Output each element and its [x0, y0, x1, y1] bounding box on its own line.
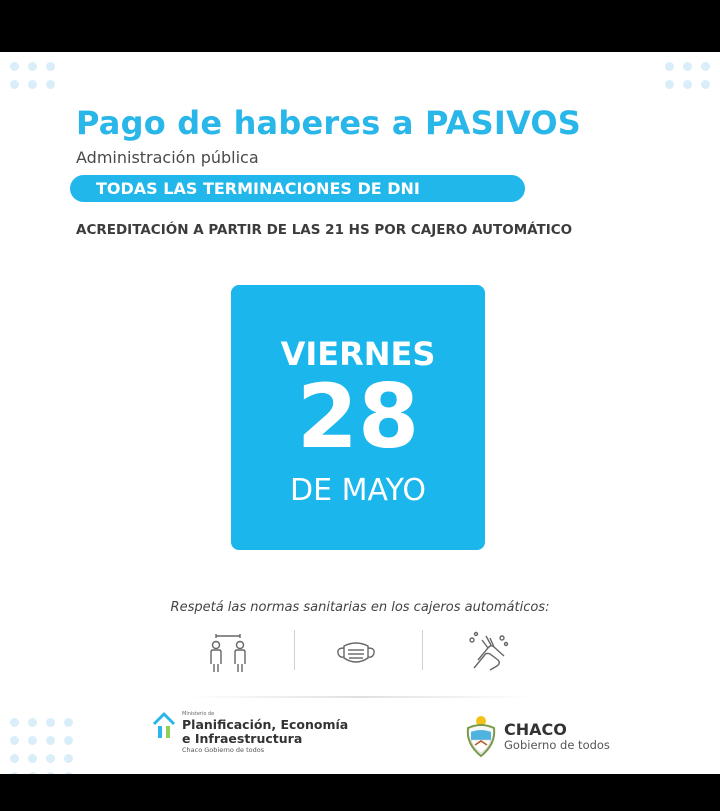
ministry-name-line2: e Infraestructura [182, 731, 303, 746]
ministry-name-line1: Planificación, Economía [182, 717, 349, 732]
announcement-card [0, 52, 720, 774]
icon-divider [294, 630, 295, 670]
page-subtitle: Administración pública [76, 148, 259, 167]
chaco-tagline: Gobierno de todos [504, 738, 610, 752]
face-mask-icon [334, 630, 378, 674]
hand-washing-icon [466, 630, 510, 674]
divider-shadow [185, 696, 535, 698]
accreditation-text: ACREDITACIÓN A PARTIR DE LAS 21 HS POR CAJERO AUTOMÁTICO [76, 222, 573, 238]
decorative-dots-top-right [665, 62, 710, 89]
dni-pill: TODAS LAS TERMINACIONES DE DNI [70, 175, 525, 202]
date-day: VIERNES [280, 335, 436, 373]
sanitary-icons [190, 628, 530, 676]
date-month: DE MAYO [290, 473, 426, 508]
date-number: 28 [296, 365, 420, 468]
ministry-tagline: Chaco Gobierno de todos [182, 746, 265, 754]
page-title: Pago de haberes a PASIVOS [76, 104, 582, 142]
decorative-dots-bottom-left [10, 718, 73, 774]
chaco-seal-icon [464, 714, 498, 758]
ministry-house-icon [152, 710, 176, 740]
social-distance-icon [206, 630, 250, 674]
chaco-brand: CHACO [504, 720, 567, 739]
date-box [231, 285, 485, 550]
icon-divider [422, 630, 423, 670]
sanitary-notice: Respetá las normas sanitarias en los cajeros automáticos: [170, 600, 550, 615]
decorative-dots-top-left [10, 62, 55, 89]
ministry-prefix: Ministerio de [182, 711, 215, 717]
